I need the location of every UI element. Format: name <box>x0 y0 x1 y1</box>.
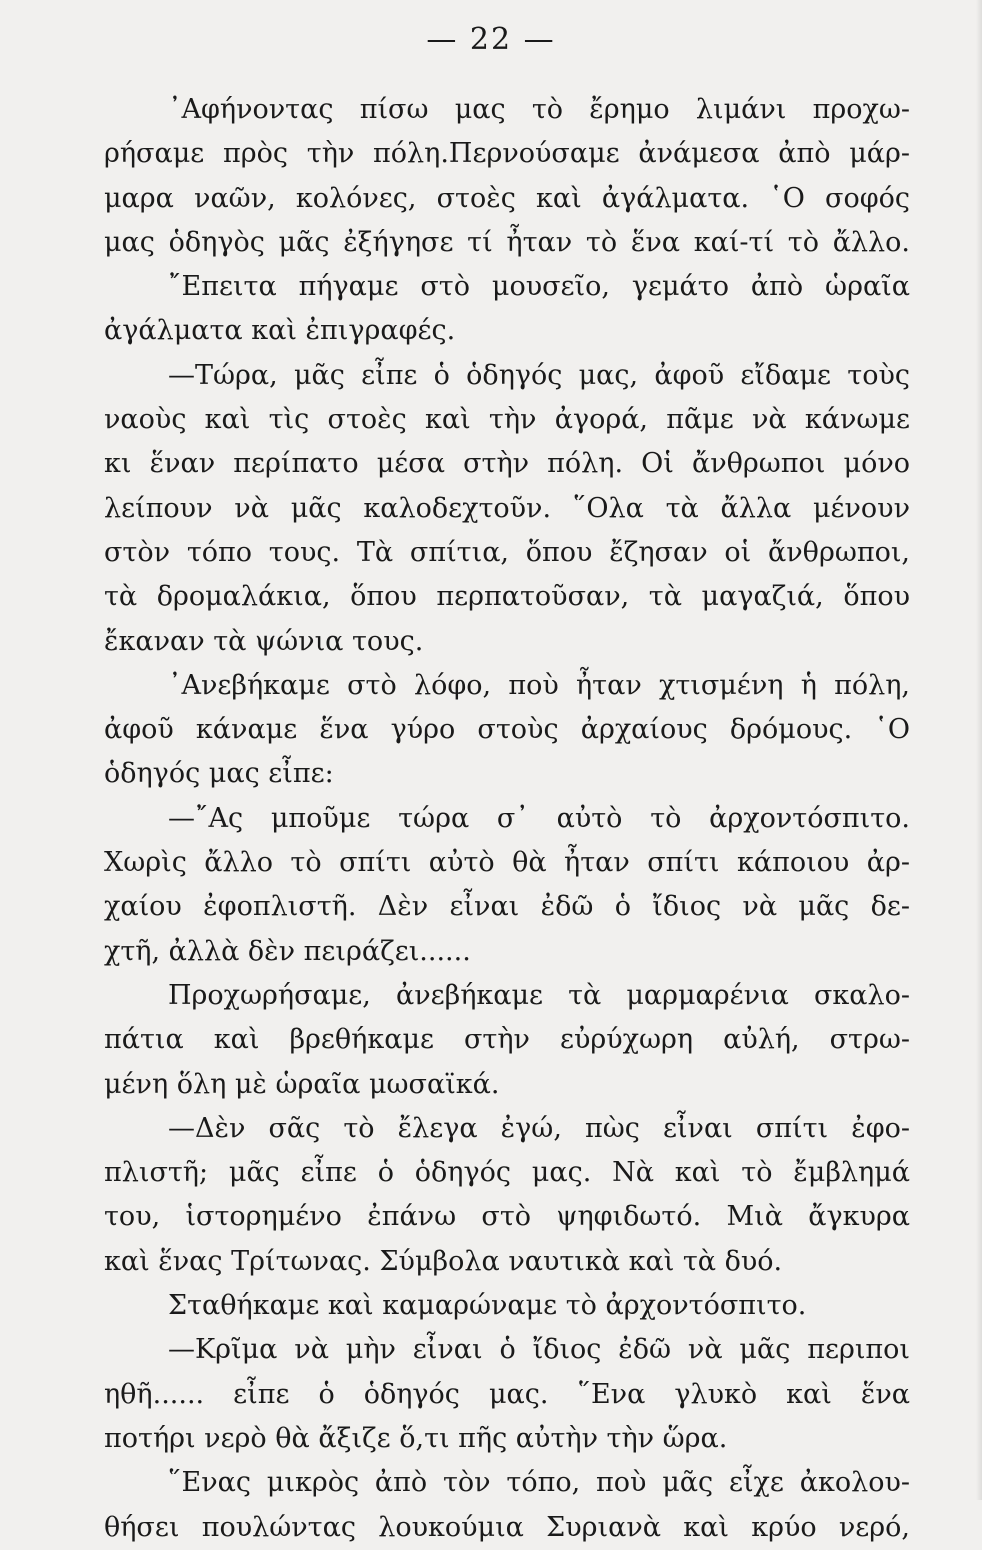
text-line: ποτήρι νερὸ θὰ ἄξιζε ὅ,τι πῆς αὐτὴν τὴν ὥρα. <box>104 1422 728 1454</box>
text-line: ῎Επειτα πήγαμε στὸ μουσεῖο, γεμάτο ἀπὸ ὡραῖα <box>168 271 910 303</box>
text-line: χτῆ, ἀλλὰ δὲν πειράζει...... <box>104 935 471 967</box>
text-line: πλιστῆ; μᾶς εἶπε ὁ ὁδηγός μας. Νὰ καὶ τὸ ἔμβλημά <box>104 1157 910 1189</box>
text-line: κι ἕναν περίπατο μέσα στὴν πόλη. Οἱ ἄνθρωποι μόνο <box>104 448 910 480</box>
text-line: ρήσαμε πρὸς τὴν πόλη.Περνούσαμε ἀνάμεσα ἀπὸ μάρ- <box>104 138 910 170</box>
text-line: —Κρῖμα νὰ μὴν εἶναι ὁ ἴδιος ἐδῶ νὰ μᾶς περιποι <box>168 1334 910 1366</box>
text-line: Σταθήκαμε καὶ καμαρώναμε τὸ ἀρχοντόσπιτο. <box>168 1290 807 1322</box>
text-line: του, ἱστορημένο ἐπάνω στὸ ψηφιδωτό. Μιὰ ἄγκυρα <box>104 1201 910 1233</box>
text-line: ναοὺς καὶ τὶς στοὲς καὶ τὴν ἀγορά, πᾶμε νὰ κάνωμε <box>104 404 910 436</box>
text-line: πάτια καὶ βρεθήκαμε στὴν εὐρύχωρη αὐλή, στρω- <box>104 1024 910 1056</box>
text-line: μένη ὅλη μὲ ὡραῖα μωσαϊκά. <box>104 1068 500 1100</box>
page-edge-shadow <box>976 0 982 1500</box>
text-line: ηθῆ...... εἶπε ὁ ὁδηγός μας. ῞Ενα γλυκὸ καὶ ἕνα <box>104 1378 910 1410</box>
text-line: Χωρὶς ἄλλο τὸ σπίτι αὐτὸ θὰ ἦταν σπίτι κάποιου ἀρ- <box>104 847 910 879</box>
text-line: Προχωρήσαμε, ἀνεβήκαμε τὰ μαρμαρένια σκαλο- <box>168 979 910 1011</box>
page-number: — 22 — <box>426 22 556 57</box>
text-line: στὸν τόπο τους. Τὰ σπίτια, ὅπου ἔζησαν οἱ ἄνθρωποι, <box>104 536 910 568</box>
text-line: ᾿Αφήνοντας πίσω μας τὸ ἔρημο λιμάνι προχω- <box>168 94 910 125</box>
text-line: μαρα ναῶν, κολόνες, στοὲς καὶ ἀγάλματα. ῾Ο σοφός <box>104 182 910 214</box>
text-line: ῞Ενας μικρὸς ἀπὸ τὸν τόπο, ποὺ μᾶς εἶχε ἀκολου- <box>168 1467 910 1499</box>
text-line: ὁδηγός μας εἶπε: <box>104 758 334 790</box>
text-line: μας ὁδηγὸς μᾶς ἐξήγησε τί ἦταν τὸ ἕνα καί-τί τὸ ἄλλο. <box>104 226 910 258</box>
text-line: ἀφοῦ κάναμε ἕνα γύρο στοὺς ἀρχαίους δρόμους. ῾Ο <box>104 714 910 746</box>
text-line: καὶ ἕνας Τρίτωνας. Σύμβολα ναυτικὰ καὶ τὰ δυό. <box>104 1245 783 1277</box>
body-text <box>104 88 910 1550</box>
text-line: ᾿Ανεβήκαμε στὸ λόφο, ποὺ ἦταν χτισμένη ἡ πόλη, <box>168 669 910 701</box>
text-line: θήσει πουλώντας λουκούμια Συριανὰ καὶ κρύο νερό, <box>104 1511 910 1543</box>
text-line: τὰ δρομαλάκια, ὅπου περπατοῦσαν, τὰ μαγαζιά, ὅπου <box>104 581 910 613</box>
text-line: χαίου ἐφοπλιστῆ. Δὲν εἶναι ἐδῶ ὁ ἴδιος νὰ μᾶς δε- <box>104 891 910 923</box>
text-line: ἀγάλματα καὶ ἐπιγραφές. <box>104 315 456 347</box>
text-line: —῎Ας μποῦμε τώρα σ᾿ αὐτὸ τὸ ἀρχοντόσπιτο. <box>168 802 910 834</box>
text-line: —Δὲν σᾶς τὸ ἔλεγα ἐγώ, πὼς εἶναι σπίτι ἐφο- <box>168 1112 910 1144</box>
text-line: —Τώρα, μᾶς εἶπε ὁ ὁδηγός μας, ἀφοῦ εἴδαμε τοὺς <box>168 359 910 391</box>
text-line: ἔκαναν τὰ ψώνια τους. <box>104 625 424 657</box>
text-line: λείπουν νὰ μᾶς καλοδεχτοῦν. ῞Ολα τὰ ἄλλα μένουν <box>104 492 910 524</box>
